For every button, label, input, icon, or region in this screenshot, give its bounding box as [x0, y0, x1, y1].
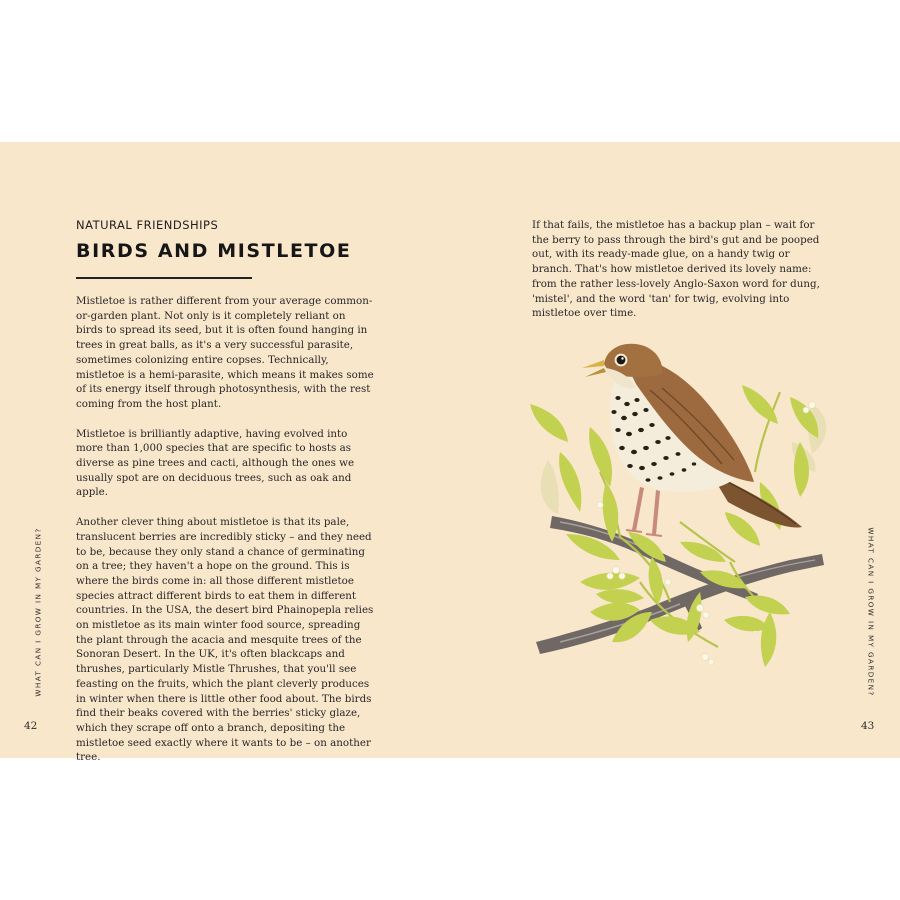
left-body-text: [76, 294, 374, 780]
right-body-text: [532, 218, 826, 336]
book-spread: [0, 142, 900, 764]
page-title: BIRDS AND MISTLETOE: [76, 240, 352, 262]
body-paragraph: If that fails, the mistletoe has a backup plan – wait for the berry to pass through the bird's gut and be pooped out, with its ready-made glue, on a handy twig or branch. That's how mistletoe derived its lovely name: from the rather less-lovely Anglo-Saxon word for dung, 'mistel', and the word 'tan' for twig, evolving into mistletoe over time.: [532, 219, 820, 320]
title-underline: [76, 277, 252, 279]
section-kicker: NATURAL FRIENDSHIPS: [76, 218, 219, 232]
running-head-left: WHAT CAN I GROW IN MY GARDEN?: [33, 527, 43, 697]
body-paragraph: Mistletoe is brilliantly adaptive, having evolved into more than 1,000 species that are specific to hosts as diverse as pine trees and cacti, although the ones we usually spot are on deciduous trees, such as oak and apple.: [76, 427, 355, 499]
body-paragraph: Another clever thing about mistletoe is that its pale, translucent berries are incredibly sticky – and they need to be, because they only stand a chance of germinating on a tree; they haven't a hope on the ground. This is where the birds come in: all those different mistletoe species attract different birds to eat them in different countries. In the USA, the desert bird Phainopepla relies on mistletoe as its main winter food source, spreading the plant through the acacia and mesquite trees of the Sonoran Desert. In the UK, it's often blackcaps and thrushes, particularly Mistle Thrushes, that you'll see feasting on the fruits, which the plant cleverly produces in winter when there is little other food about. The birds find their beaks covered with the berries' sticky glaze, which they scrape off onto a branch, depositing the mistletoe seed exactly where it wants to be – on another tree.: [76, 516, 374, 764]
thrush-mistletoe-illustration: [518, 342, 832, 682]
page-number-right: 43: [861, 720, 875, 732]
page-number-left: 42: [24, 720, 38, 732]
body-paragraph: Mistletoe is rather different from your average common-or-garden plant. Not only is it completely reliant on birds to spread its seed, but it is often found hanging in trees in great balls, as it's a very successful parasite, sometimes colonizing entire copses. Technically, mistletoe is a hemi-parasite, which means it makes some of its energy itself through photosynthesis, with the rest coming from the host plant.: [76, 295, 374, 410]
running-head-right: WHAT CAN I GROW IN MY GARDEN?: [866, 527, 876, 697]
